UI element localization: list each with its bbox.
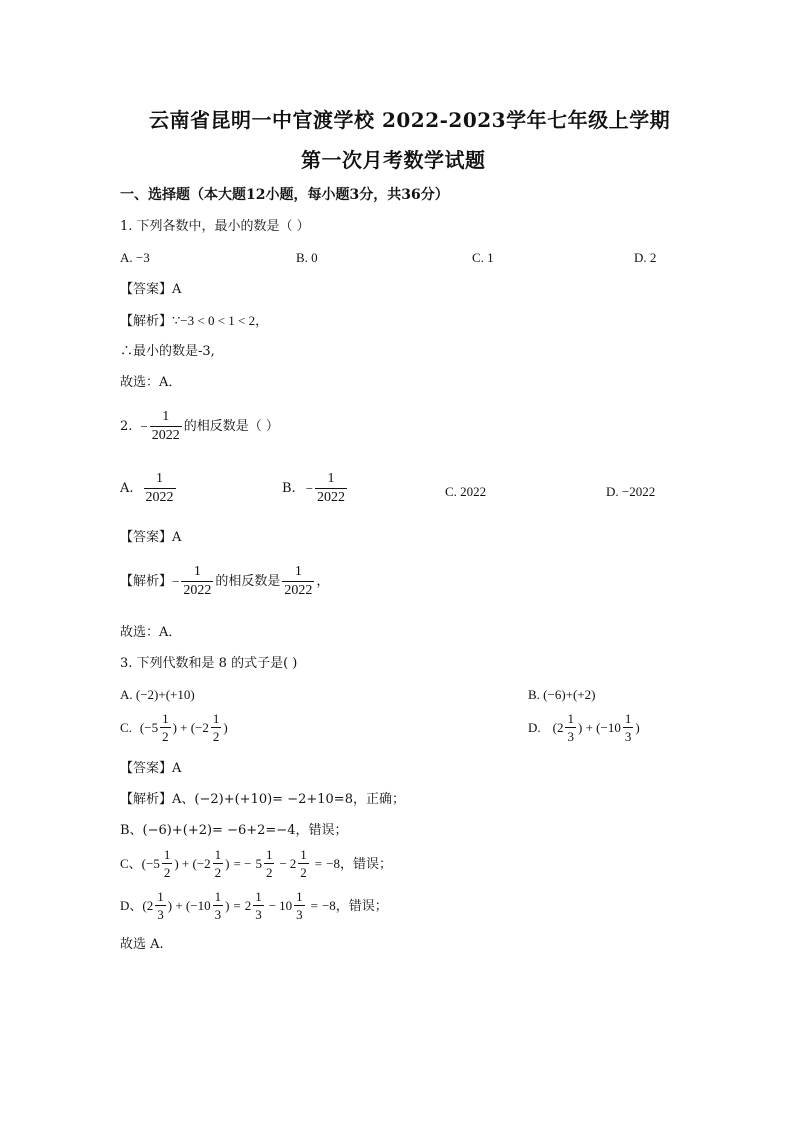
whole: 5 — [255, 856, 262, 871]
frac-num: 1 — [212, 711, 220, 726]
frac-half — [264, 848, 275, 879]
whole: 2 — [146, 898, 154, 913]
q3-option-a: A. (−2)+(+10) — [120, 687, 195, 702]
op: − — [268, 898, 277, 913]
frac-num: 1 — [162, 409, 170, 424]
title-line1: 云南省昆明一中官渡学校 2022-2023学年七年级上学期 — [149, 108, 671, 132]
opt-label: A. — [120, 481, 134, 496]
q2-option-b-fraction — [315, 472, 347, 505]
frac-den: 3 — [624, 729, 632, 744]
q1-option-b: B. 0 — [296, 250, 318, 265]
whole: 2 — [204, 856, 211, 871]
frac-num: 1 — [255, 889, 262, 904]
frac-third — [155, 890, 166, 921]
frac-den: 2 — [214, 865, 222, 880]
q2-stem-tail: 的相反数是（ ） — [183, 419, 279, 434]
analysis-label: 【解析】 — [120, 792, 173, 807]
q1-conclusion: 故选：A． — [120, 375, 182, 390]
answer-value: A — [172, 761, 182, 776]
frac-num: 1 — [214, 889, 222, 904]
q2-fraction — [150, 410, 182, 443]
frac-den: 2 — [300, 865, 307, 880]
q3-option-b: B. (−6)+(+2) — [528, 687, 596, 702]
answer-value: A — [172, 282, 182, 297]
frac-num: 1 — [265, 847, 273, 862]
paren: ) — [223, 720, 228, 735]
op: ) + (− — [577, 720, 608, 735]
q3-stem: 3. 下列代数和是 8 的式子是( ) — [120, 656, 298, 671]
q3-analysis — [120, 793, 405, 806]
paren: (− — [139, 720, 152, 735]
frac-den: 2022 — [284, 583, 313, 598]
q1-analysis — [120, 314, 268, 328]
frac-num: 1 — [157, 889, 164, 904]
line-label: C、 — [120, 856, 142, 871]
frac-half — [162, 848, 173, 879]
whole: 5 — [151, 720, 159, 735]
op: ) + (− — [172, 720, 203, 735]
frac-third — [565, 712, 576, 743]
op: − — [279, 856, 287, 871]
whole: 2 — [556, 720, 564, 735]
q3-conclusion: 故选 A. — [120, 937, 164, 952]
line-label: D、 — [120, 898, 143, 913]
q3-option-d — [528, 712, 640, 743]
frac-den: 2 — [162, 729, 169, 744]
result: −8 — [321, 898, 336, 913]
frac-den: 2022 — [145, 490, 174, 505]
answer-label: 【答案】 — [120, 530, 173, 545]
analysis-label: 【解析】 — [120, 314, 173, 329]
op: = − — [233, 856, 252, 871]
answer-label: 【答案】 — [120, 761, 173, 776]
frac-num: 1 — [294, 564, 302, 579]
q3-analysis-line-d — [120, 890, 388, 921]
q2-option-d: D. −2022 — [606, 484, 656, 499]
frac-num: 1 — [624, 711, 632, 726]
q2-answer — [120, 531, 181, 544]
q1-option-d: D. 2 — [634, 250, 657, 265]
whole: 2 — [244, 898, 252, 913]
frac-num: 1 — [193, 564, 201, 579]
q1-analysis-line2: ∴最小的数是-3, — [120, 344, 215, 359]
frac-den: 2 — [265, 865, 273, 880]
opt-neg: − — [305, 481, 314, 496]
q1-option-a: A. −3 — [120, 250, 150, 265]
q2-option-b — [282, 472, 349, 505]
frac-den: 2022 — [317, 490, 346, 505]
q1-answer — [120, 283, 181, 296]
q2-option-c: C. 2022 — [445, 484, 487, 499]
q3-analysis-line-b: B、(−6)+(+2)= −6+2=−4，错误； — [120, 823, 348, 838]
q2-num: 2. — [120, 419, 133, 434]
verdict: ，错误； — [335, 898, 388, 913]
analysis-line-a: A、(−2)+(+10)= −2+10=8，正确； — [172, 792, 405, 807]
paren: ( — [552, 720, 557, 735]
paren: (− — [141, 856, 154, 871]
op: = — [233, 898, 241, 913]
frac-num: 1 — [162, 711, 169, 726]
frac-half — [213, 848, 224, 879]
q2-analysis — [120, 565, 329, 598]
q3-answer — [120, 762, 181, 775]
paren: ) — [225, 856, 230, 871]
q2-stem — [120, 410, 279, 443]
analysis-fraction-2 — [282, 565, 314, 598]
whole: 10 — [607, 720, 621, 735]
frac-half — [160, 712, 171, 743]
frac-third — [213, 890, 224, 921]
paren: ) — [225, 898, 230, 913]
verdict: ，错误； — [339, 856, 392, 871]
whole: 10 — [279, 898, 293, 913]
q2-option-a — [120, 472, 178, 505]
op: ) + (− — [167, 898, 198, 913]
section-heading: 一、选择题（本大题12小题，每小题3分，共36分） — [120, 187, 449, 203]
frac-half — [298, 848, 309, 879]
result: −8 — [326, 856, 340, 871]
opt-label: D. — [528, 720, 541, 735]
q2-neg: − — [140, 419, 148, 434]
frac-num: 1 — [327, 471, 335, 486]
frac-den: 3 — [296, 907, 303, 922]
title-line2: 第一次月考数学试题 — [301, 148, 486, 172]
q2-conclusion: 故选：A． — [120, 625, 182, 640]
frac-num: 1 — [156, 471, 164, 486]
answer-value: A — [172, 530, 182, 545]
neg-sign: − — [172, 574, 180, 589]
frac-num: 1 — [296, 889, 303, 904]
q3-option-c — [120, 712, 228, 743]
frac-den: 2 — [212, 729, 220, 744]
analysis-end: ， — [316, 574, 330, 589]
frac-den: 3 — [255, 907, 262, 922]
whole: 10 — [197, 898, 211, 913]
frac-den: 3 — [567, 729, 574, 744]
frac-num: 1 — [163, 847, 171, 862]
analysis-mid: 的相反数是 — [215, 574, 281, 589]
whole: 5 — [153, 856, 160, 871]
paren: ) — [635, 720, 640, 735]
frac-num: 1 — [300, 847, 307, 862]
analysis-label: 【解析】 — [120, 574, 173, 589]
op: ) + (− — [174, 856, 205, 871]
whole: 2 — [202, 720, 209, 735]
answer-label: 【答案】 — [120, 282, 173, 297]
frac-den: 2022 — [183, 583, 212, 598]
frac-third — [623, 712, 634, 743]
frac-den: 2 — [163, 865, 171, 880]
q1-option-c: C. 1 — [472, 250, 494, 265]
op: = — [310, 898, 318, 913]
opt-label: B. — [282, 481, 296, 496]
op: = — [314, 856, 323, 871]
frac-third — [253, 890, 264, 921]
frac-den: 3 — [214, 907, 222, 922]
frac-half — [211, 712, 222, 743]
frac-third — [294, 890, 305, 921]
q2-option-a-fraction — [144, 472, 176, 505]
frac-den: 2022 — [151, 428, 180, 443]
analysis-fraction-1 — [181, 565, 213, 598]
q3-analysis-line-c — [120, 848, 392, 879]
analysis-text: ∵−3 < 0 < 1 < 2， — [172, 313, 269, 328]
whole: 2 — [289, 856, 297, 871]
opt-label: C. — [120, 720, 132, 735]
frac-den: 3 — [157, 907, 164, 922]
frac-num: 1 — [567, 711, 574, 726]
paren: ( — [142, 898, 147, 913]
frac-num: 1 — [214, 847, 222, 862]
q1-stem: 1. 下列各数中，最小的数是（ ） — [120, 219, 310, 234]
